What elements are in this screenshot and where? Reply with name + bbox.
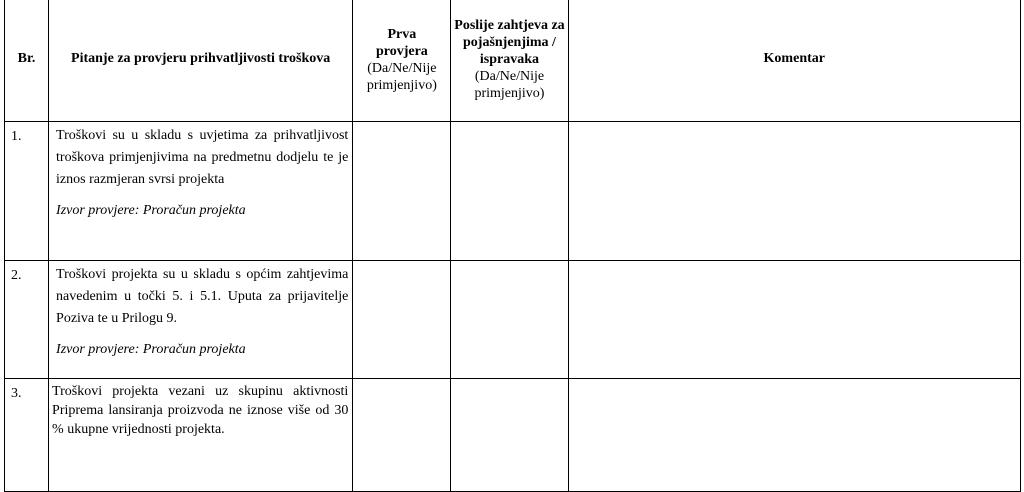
header-comment-label: Komentar <box>763 50 825 66</box>
header-question-label: Pitanje za provjeru prihvatljivosti troškova <box>71 50 331 66</box>
row-number: 2. <box>11 268 22 283</box>
first-check-cell[interactable] <box>353 261 451 379</box>
comment-cell[interactable] <box>568 261 1020 379</box>
first-check-cell[interactable] <box>353 122 451 261</box>
row-number: 1. <box>11 129 22 144</box>
question-text: Troškovi projekta su u skladu s općim zahtjevima navedenim u točki 5. i 5.1. Uputa za prijavitelje Poziva te u Prilogu 9. <box>56 267 349 326</box>
eligibility-checklist-table <box>4 0 1021 492</box>
verification-source: Izvor provjere: Proračun projekta <box>56 203 246 218</box>
header-after-clarification <box>451 0 568 122</box>
row-number: 3. <box>11 386 22 401</box>
comment-cell[interactable] <box>568 379 1020 492</box>
header-row <box>5 0 1021 122</box>
first-check-title: Prva provjera <box>375 27 428 59</box>
after-clarification-cell[interactable] <box>451 122 568 261</box>
header-first-check <box>353 0 451 122</box>
header-number <box>5 0 49 122</box>
header-comment <box>568 0 1020 122</box>
question-text: Troškovi su u skladu s uvjetima za prihvatljivost troškova primjenjivima na predmetnu dodjelu te je iznos razmjeran svrsi projekta <box>56 128 349 187</box>
comment-cell[interactable] <box>568 122 1020 261</box>
table-row <box>5 122 1021 261</box>
header-number-label: Br. <box>17 50 36 66</box>
first-check-cell[interactable] <box>353 379 451 492</box>
after-clarification-subtitle: (Da/Ne/Nije primjenjivo) <box>474 68 545 101</box>
verification-source: Izvor provjere: Proračun projekta <box>56 342 246 357</box>
after-clarification-cell[interactable] <box>451 379 568 492</box>
after-clarification-title: Poslije zahtjeva za pojašnjenjima / ispravaka <box>454 17 565 67</box>
table-row <box>5 379 1021 492</box>
first-check-subtitle: (Da/Ne/Nije primjenjivo) <box>366 61 437 93</box>
table-row <box>5 261 1021 379</box>
question-text: Troškovi projekta vezani uz skupinu aktivnosti Priprema lansiranja proizvoda ne iznose više od 30 % ukupne vrijednosti projekta. <box>52 384 349 437</box>
after-clarification-cell[interactable] <box>451 261 568 379</box>
header-question <box>49 0 353 122</box>
